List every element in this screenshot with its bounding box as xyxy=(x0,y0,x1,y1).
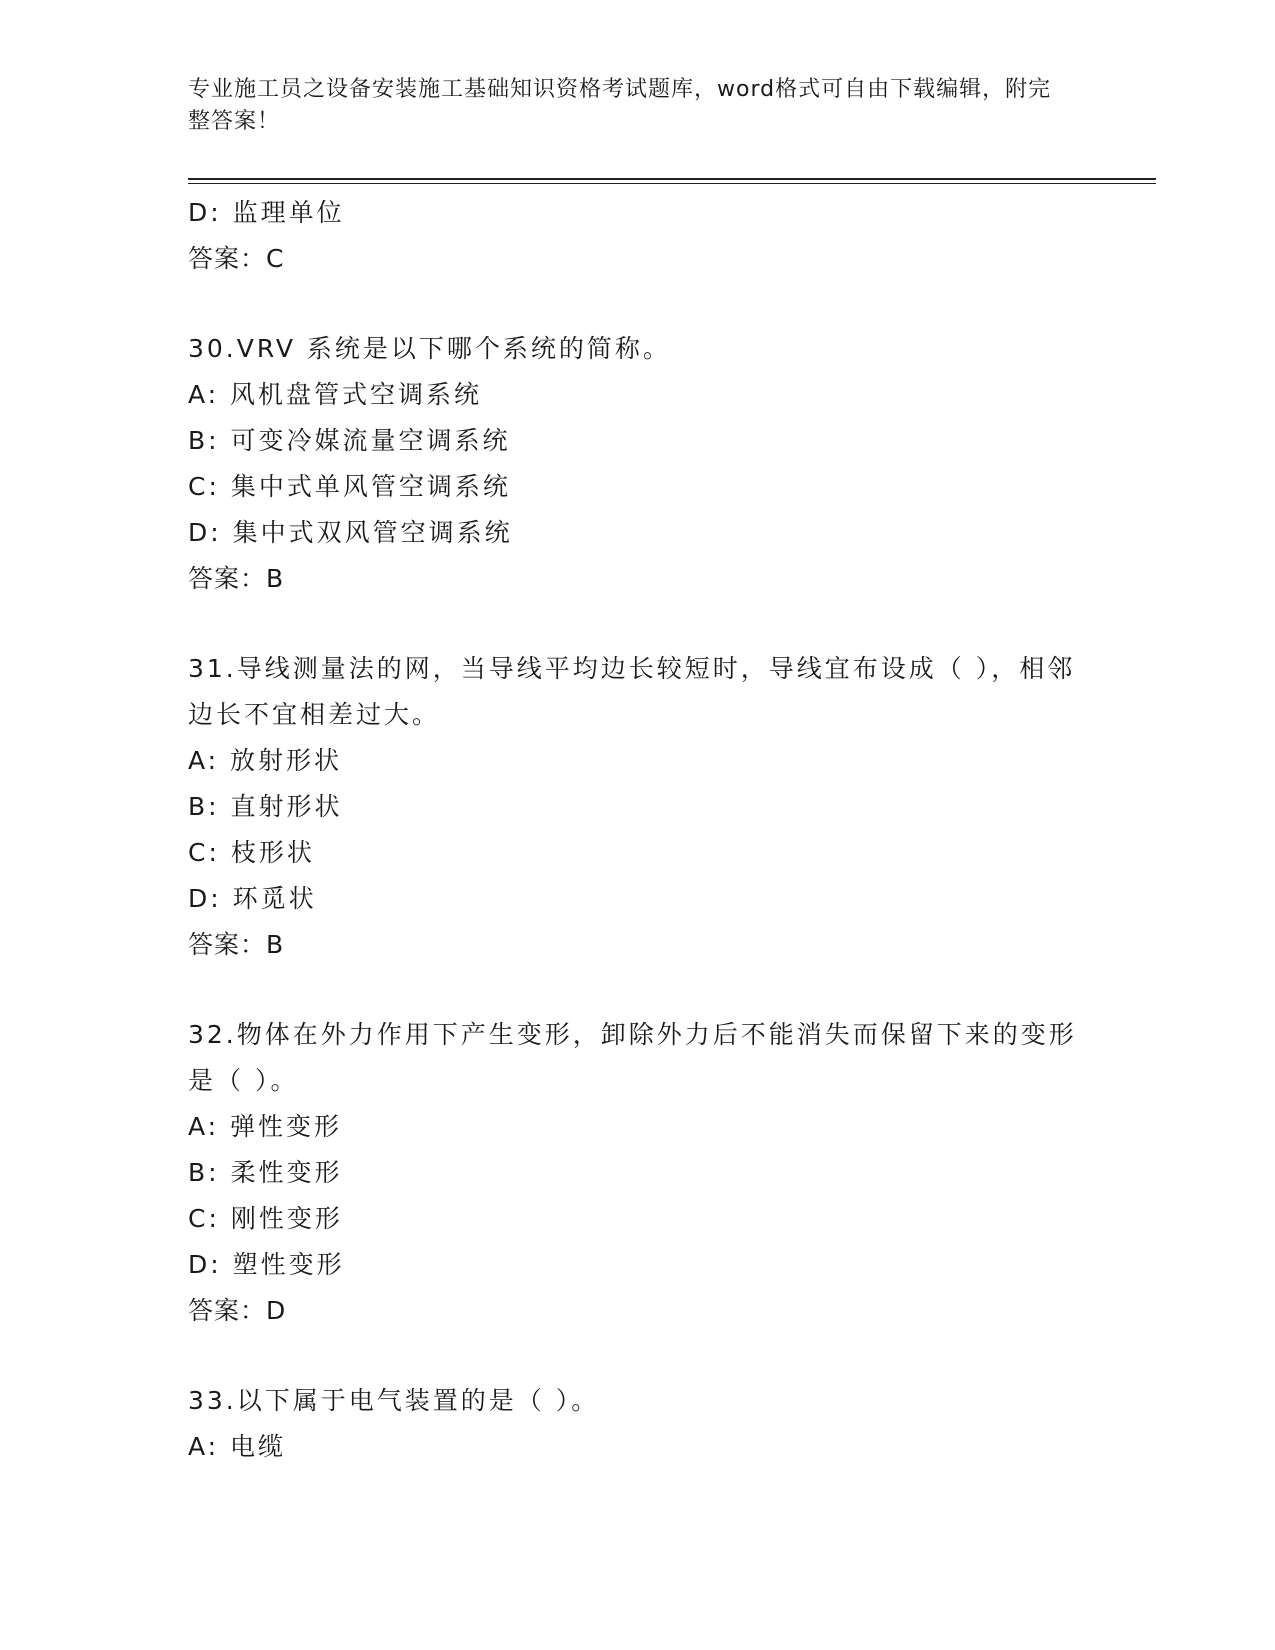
document-header: 专业施工员之设备安装施工基础知识资格考试题库，word格式可自由下载编辑，附完整答案！ xyxy=(188,77,1052,134)
question-gap xyxy=(188,602,1088,646)
question-gap xyxy=(188,1334,1088,1378)
option-b: B: 可变冷媒流量空调系统 xyxy=(188,426,511,455)
option-d: D: 集中式双风管空调系统 xyxy=(188,518,513,547)
previous-answer: 答案：C xyxy=(188,244,285,273)
header-divider-thin xyxy=(188,183,1156,184)
option-b: B: 柔性变形 xyxy=(188,1158,343,1187)
option-c: C: 刚性变形 xyxy=(188,1204,343,1233)
option-a: A: 放射形状 xyxy=(188,746,343,775)
option-c: C: 集中式单风管空调系统 xyxy=(188,472,511,501)
answer: 答案：D xyxy=(188,1296,287,1325)
option-c: C: 枝形状 xyxy=(188,838,315,867)
question-31 xyxy=(188,646,1088,968)
question-stem: 33.以下属于电气装置的是（ ）。 xyxy=(188,1386,600,1415)
question-32 xyxy=(188,1012,1088,1334)
question-stem: 30.VRV 系统是以下哪个系统的简称。 xyxy=(188,334,671,363)
header-divider-thick xyxy=(188,178,1156,180)
question-gap xyxy=(188,968,1088,1012)
question-stem: 31.导线测量法的网，当导线平均边长较短时，导线宜布设成（ ），相邻边长不宜相差过大。 xyxy=(188,654,1076,729)
question-content xyxy=(188,190,1088,1470)
option-b: B: 直射形状 xyxy=(188,792,343,821)
question-33 xyxy=(188,1378,1088,1470)
option-d: D: 环觅状 xyxy=(188,884,317,913)
option-a: A: 风机盘管式空调系统 xyxy=(188,380,483,409)
question-30 xyxy=(188,326,1088,602)
option-a: A: 弹性变形 xyxy=(188,1112,343,1141)
option-d: D: 塑性变形 xyxy=(188,1250,345,1279)
question-stem: 32.物体在外力作用下产生变形，卸除外力后不能消失而保留下来的变形是（ ）。 xyxy=(188,1020,1077,1095)
answer: 答案：B xyxy=(188,564,285,593)
previous-option-d: D: 监理单位 xyxy=(188,198,345,227)
option-a: A: 电缆 xyxy=(188,1432,287,1461)
answer: 答案：B xyxy=(188,930,285,959)
question-gap xyxy=(188,282,1088,326)
